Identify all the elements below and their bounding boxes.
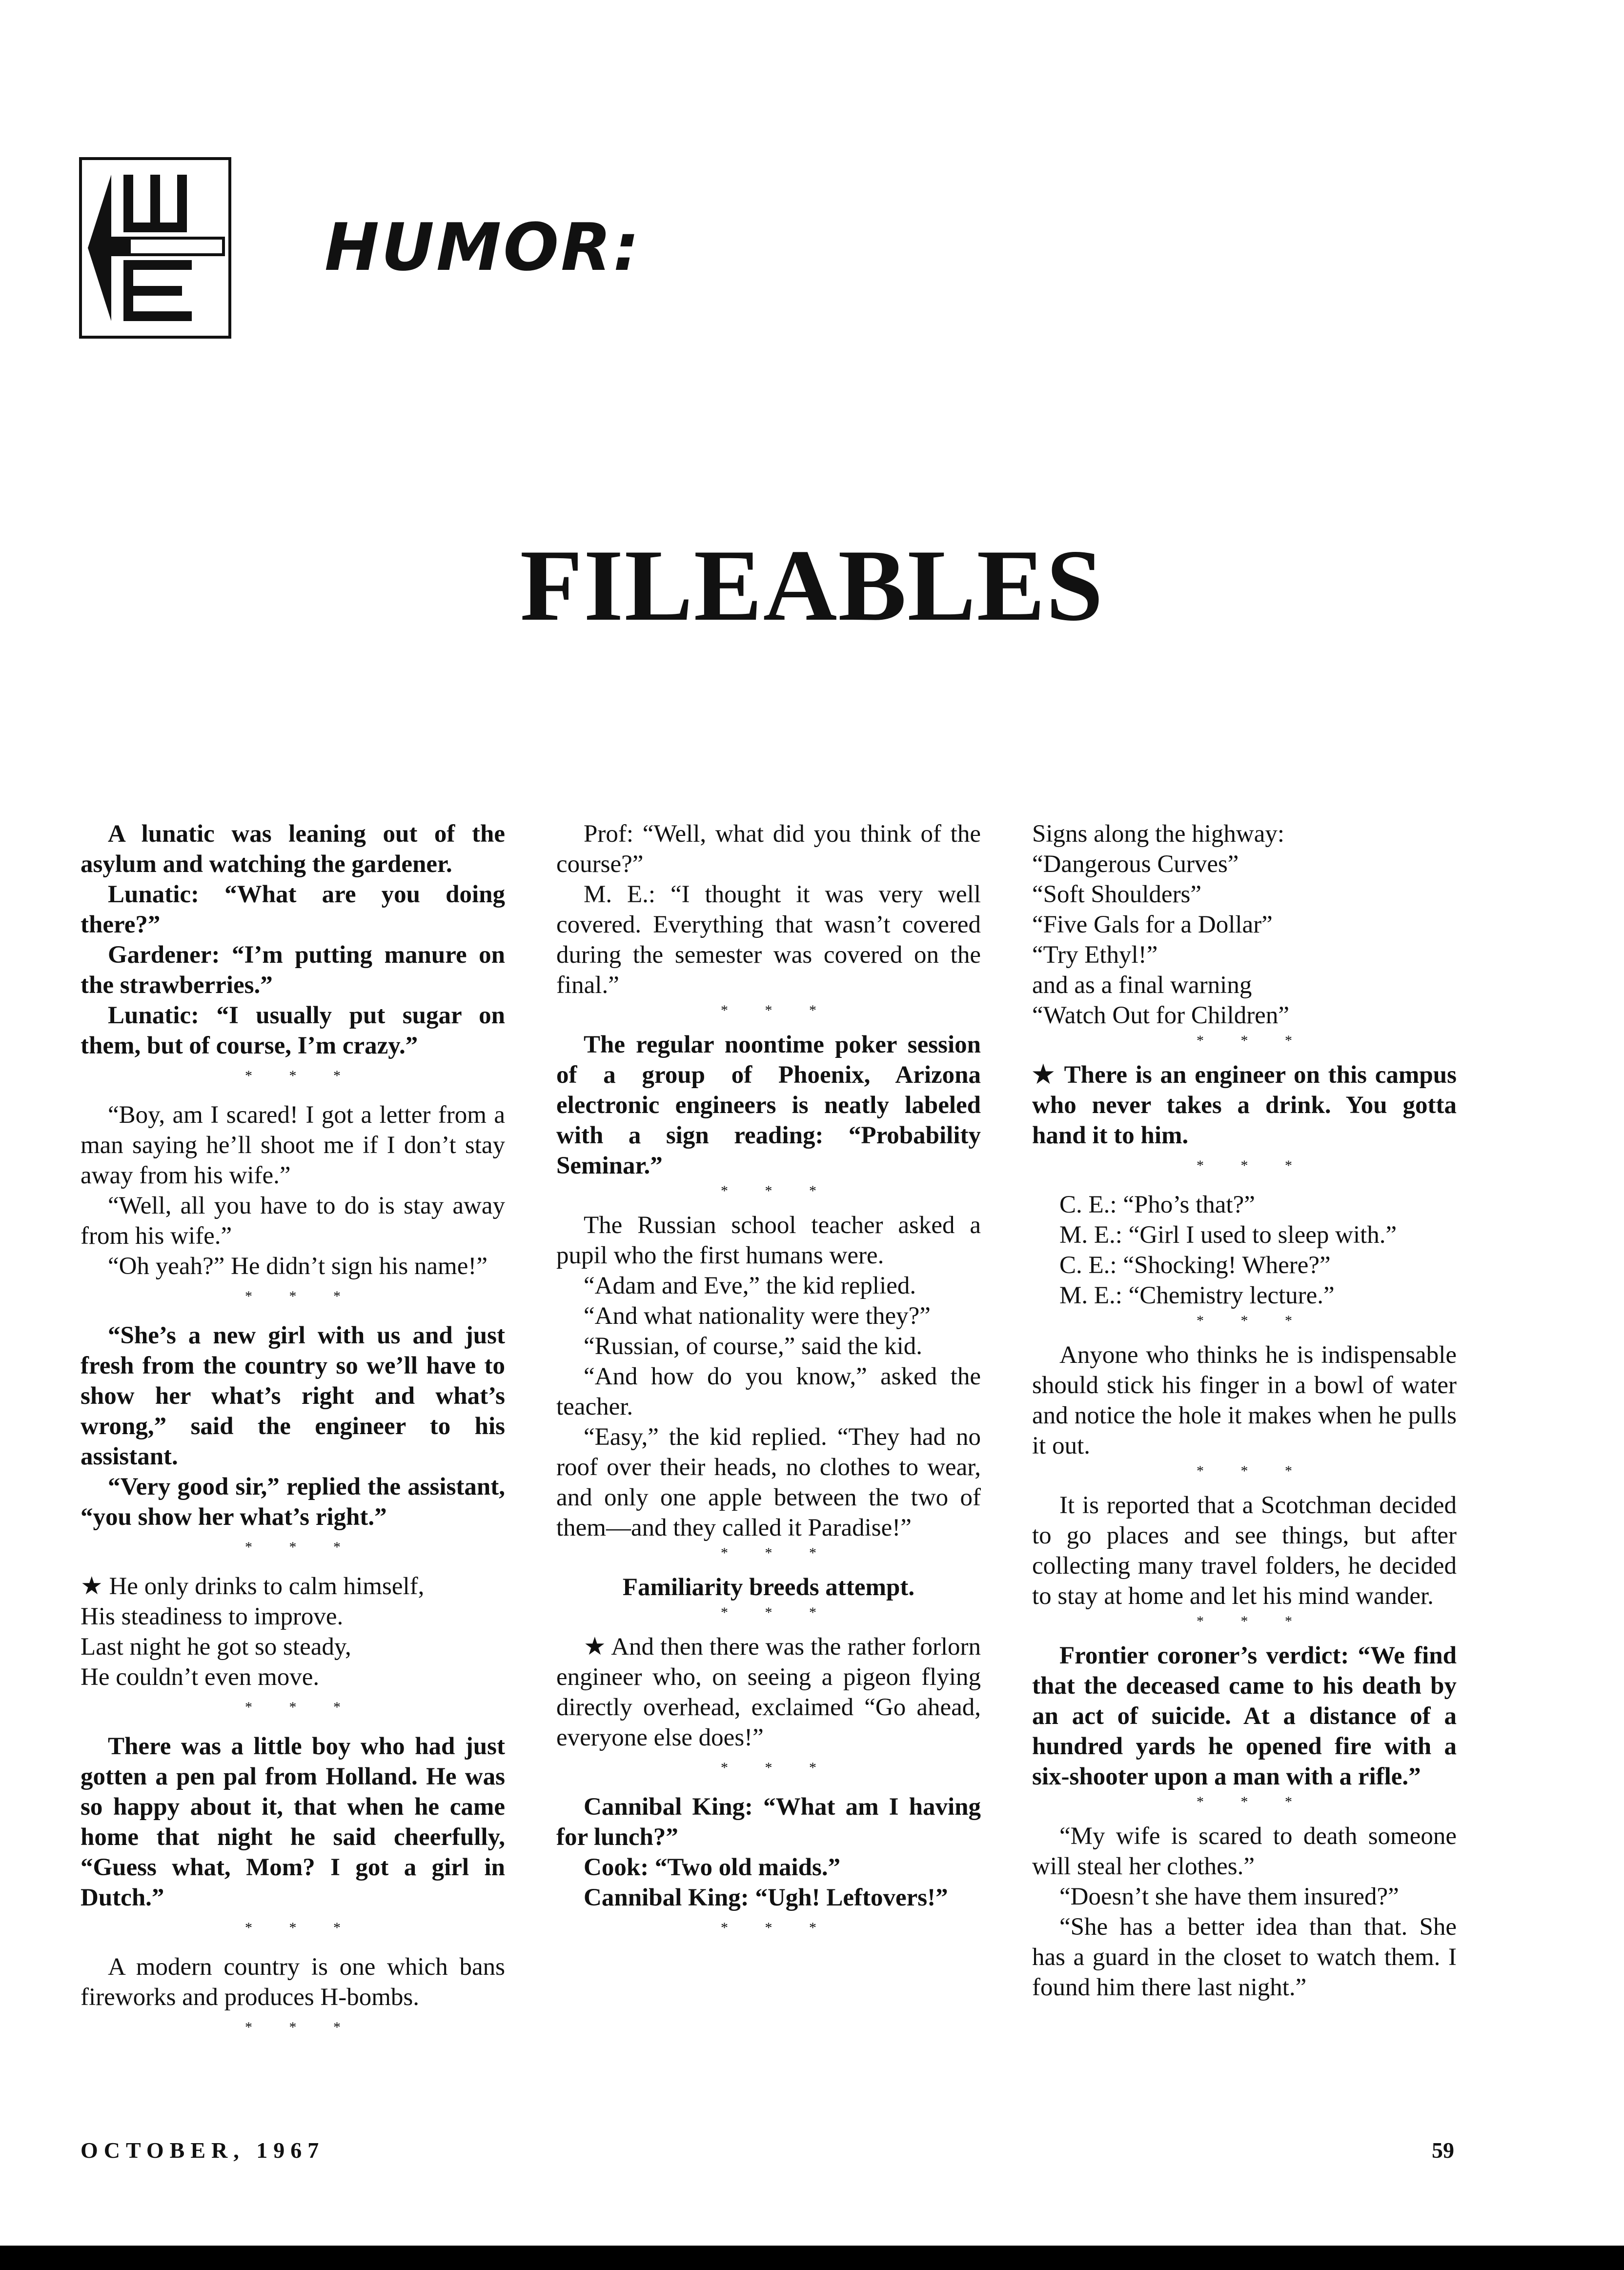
joke-separator: * * * xyxy=(721,1760,833,1776)
joke-paragraph: M. E.: “I thought it was very well covered. Everything that wasn’t covered during the semester was covered on the final.” xyxy=(556,881,981,999)
joke-separator: * * * xyxy=(721,1002,833,1018)
joke-paragraph: “Doesn’t she have them insured?” xyxy=(1059,1883,1399,1910)
joke-paragraph: “Russian, of course,” said the kid. xyxy=(584,1333,923,1360)
verse-line: “Try Ethyl!” xyxy=(1032,941,1158,969)
verse-line: “Five Gals for a Dollar” xyxy=(1032,911,1273,938)
joke-separator: * * * xyxy=(1197,1794,1309,1810)
page-number: 59 xyxy=(1432,2138,1454,2163)
joke-paragraph: Cannibal King: “Ugh! Leftovers!” xyxy=(584,1884,948,1911)
joke-paragraph: “Oh yeah?” He didn’t sign his name!” xyxy=(108,1253,487,1280)
engineering-magazine-logo-icon xyxy=(82,160,228,336)
joke-separator: * * * xyxy=(1197,1033,1309,1049)
verse-line: He couldn’t even move. xyxy=(81,1663,320,1691)
joke-paragraph: “Well, all you have to do is stay away from his wife.” xyxy=(81,1192,505,1250)
joke-separator: * * * xyxy=(245,1920,357,1936)
joke-paragraph: The regular noontime poker session of a group of Phoenix, Arizona electronic engineers is neatly labeled with a sign reading: “Probability Seminar.” xyxy=(556,1031,981,1179)
joke-paragraph: The Russian school teacher asked a pupil who the first humans were. xyxy=(556,1212,981,1269)
joke-paragraph: “Very good sir,” replied the assistant, “you show her what’s right.” xyxy=(81,1473,505,1531)
magazine-logo xyxy=(79,157,231,339)
joke-paragraph: Cannibal King: “What am I having for lunch?” xyxy=(556,1793,981,1851)
joke-paragraph: Anyone who thinks he is indispensable should stick his finger in a bowl of water and notice the hole it makes when he pulls it out. xyxy=(1032,1341,1457,1459)
joke-paragraph: Cook: “Two old maids.” xyxy=(584,1854,841,1881)
joke-paragraph: Gardener: “I’m putting manure on the strawberries.” xyxy=(81,941,505,999)
joke-separator: * * * xyxy=(1197,1463,1309,1479)
verse-line: ★ He only drinks to calm himself, xyxy=(81,1573,425,1600)
column-3 xyxy=(1032,819,1457,2003)
joke-separator: * * * xyxy=(721,1545,833,1561)
joke-separator: * * * xyxy=(245,1068,357,1084)
joke-paragraph: “And what nationality were they?” xyxy=(584,1302,931,1330)
joke-paragraph: Lunatic: “I usually put sugar on them, but of course, I’m crazy.” xyxy=(81,1002,505,1059)
joke-separator: * * * xyxy=(245,2019,357,2035)
joke-separator: * * * xyxy=(245,1288,357,1304)
joke-paragraph: “And how do you know,” asked the teacher. xyxy=(556,1363,981,1420)
joke-paragraph: Frontier coroner’s verdict: “We find that the deceased came to his death by an act of suicide. At a distance of a hundred yards he opened fire with a six-shooter upon a man with a rifle.” xyxy=(1032,1642,1457,1790)
column-1 xyxy=(81,819,505,2051)
joke-separator: * * * xyxy=(1197,1157,1309,1174)
joke-paragraph: Prof: “Well, what did you think of the course?” xyxy=(556,820,981,878)
joke-separator: * * * xyxy=(721,1920,833,1936)
verse-line: “Watch Out for Children” xyxy=(1032,1002,1289,1029)
joke-paragraph: “Boy, am I scared! I got a letter from a man saying he’ll shoot me if I don’t stay away from his wife.” xyxy=(81,1101,505,1189)
column-2 xyxy=(556,819,981,1952)
joke-paragraph: There was a little boy who had just gotten a pen pal from Holland. He was so happy about it, that when he came home that night he said cheerfully, “Guess what, Mom? I got a girl in Dutch.” xyxy=(81,1733,505,1911)
verse-line: His steadiness to improve. xyxy=(81,1603,344,1630)
verse-line: and as a final warning xyxy=(1032,972,1252,999)
page-title: FILEABLES xyxy=(520,529,1104,642)
verse-line: Signs along the highway: xyxy=(1032,820,1285,848)
joke-paragraph: M. E.: “Chemistry lecture.” xyxy=(1059,1282,1335,1309)
joke-paragraph: “She has a better idea than that. She has a guard in the closet to watch them. I found him there last night.” xyxy=(1032,1913,1457,2001)
joke-paragraph: ★ And then there was the rather forlorn engineer who, on seeing a pigeon flying directly overhead, exclaimed “Go ahead, everyone else does!” xyxy=(556,1633,981,1751)
joke-paragraph: “Adam and Eve,” the kid replied. xyxy=(584,1272,916,1299)
joke-separator: * * * xyxy=(245,1699,357,1715)
joke-separator: * * * xyxy=(245,1539,357,1555)
joke-paragraph: A lunatic was leaning out of the asylum and watching the gardener. xyxy=(81,820,505,878)
verse-line: “Dangerous Curves” xyxy=(1032,851,1239,878)
joke-paragraph: C. E.: “Pho’s that?” xyxy=(1059,1191,1255,1218)
verse-line: “Soft Shoulders” xyxy=(1032,881,1202,908)
joke-paragraph: ★ There is an engineer on this campus who never takes a drink. You gotta hand it to him. xyxy=(1032,1061,1457,1149)
joke-paragraph: “Easy,” the kid replied. “They had no roof over their heads, no clothes to wear, and only one apple between the two of them—and they called it Paradise!” xyxy=(556,1423,981,1541)
joke-paragraph: M. E.: “Girl I used to sleep with.” xyxy=(1059,1221,1397,1249)
joke-separator: * * * xyxy=(1197,1313,1309,1329)
joke-separator: * * * xyxy=(721,1604,833,1621)
section-label: HUMOR: xyxy=(325,209,641,285)
bottom-border xyxy=(0,2246,1624,2270)
verse-line: Last night he got so steady, xyxy=(81,1633,351,1661)
joke-paragraph: “She’s a new girl with us and just fresh from the country so we’ll have to show her what’s right and what’s wrong,” said the engineer to his assistant. xyxy=(81,1322,505,1470)
joke-paragraph: A modern country is one which bans fireworks and produces H-bombs. xyxy=(81,1953,505,2011)
joke-separator: * * * xyxy=(1197,1613,1309,1629)
joke-paragraph: C. E.: “Shocking! Where?” xyxy=(1059,1252,1331,1279)
joke-paragraph: Familiarity breeds attempt. xyxy=(622,1574,915,1601)
joke-separator: * * * xyxy=(721,1183,833,1199)
joke-paragraph: It is reported that a Scotchman decided to go places and see things, but after collecting many travel folders, he decided to stay at home and let his mind wander. xyxy=(1032,1492,1457,1610)
issue-date: OCTOBER, 1967 xyxy=(81,2138,325,2163)
joke-paragraph: “My wife is scared to death someone will steal her clothes.” xyxy=(1032,1823,1457,1880)
joke-paragraph: Lunatic: “What are you doing there?” xyxy=(81,881,505,938)
